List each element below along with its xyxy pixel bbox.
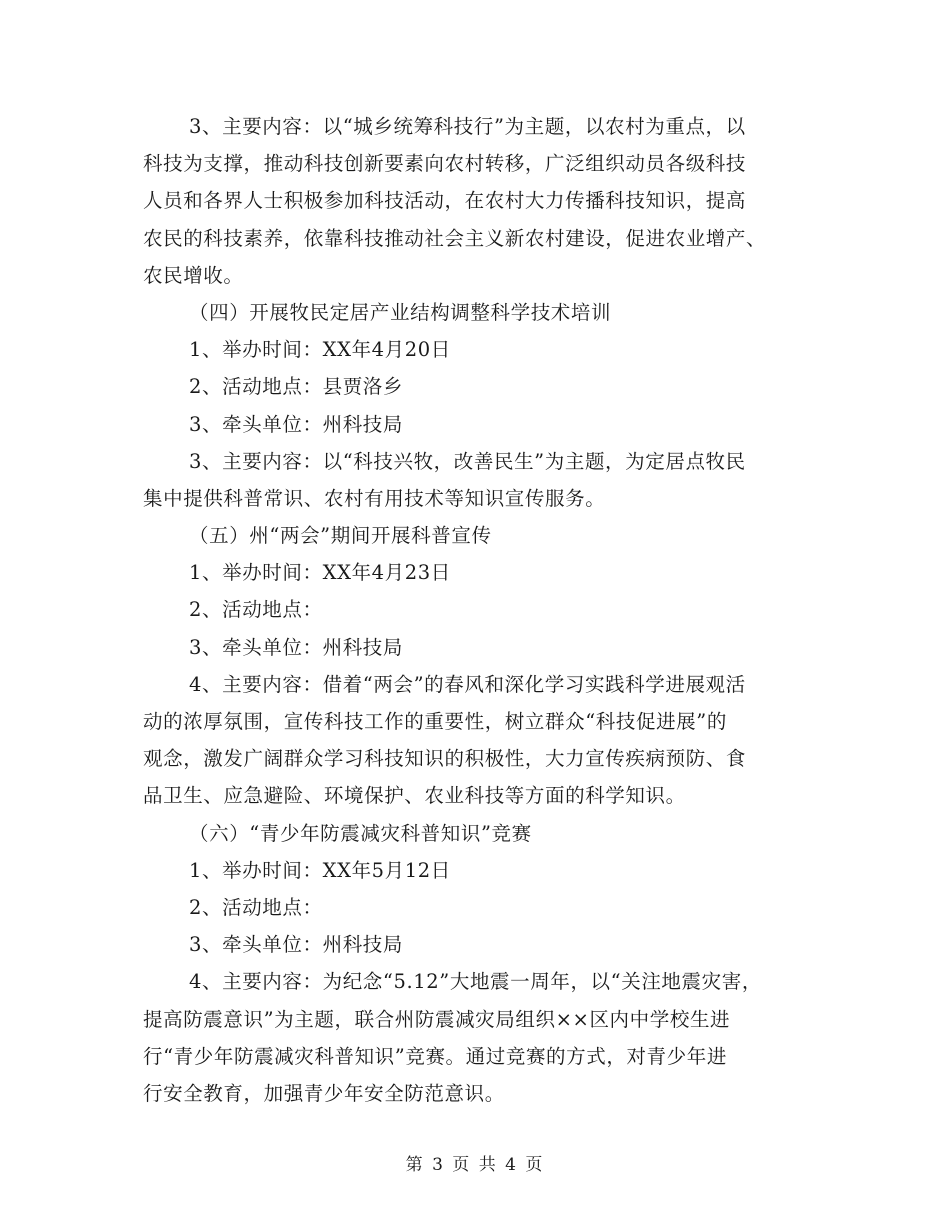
text-line: 品卫生、应急避险、环境保护、农业科技等方面的科学知识。 <box>143 784 686 808</box>
text-line: 3、主要内容：以“城乡统筹科技行”为主题，以农村为重点，以 <box>189 115 746 138</box>
text-line: 农民的科技素养，依靠科技推动社会主义新农村建设，促进农业增产、 <box>143 226 767 250</box>
page-number-footer: 第 3 页 共 4 页 <box>405 1155 545 1175</box>
text-line: 1、举办时间：XX年4月20日 <box>189 338 451 362</box>
document-body <box>143 108 808 1112</box>
text-line: 行“青少年防震减灾科普知识”竞赛。通过竞赛的方式，对青少年进 <box>143 1044 727 1068</box>
text-line: 3、主要内容：以“科技兴牧，改善民生”为主题，为定居点牧民 <box>189 449 746 473</box>
text-line: 动的浓厚氛围，宣传科技工作的重要性，树立群众“科技促进展”的 <box>143 710 727 733</box>
text-line: 集中提供科普常识、农村有用技术等知识宣传服务。 <box>143 486 606 510</box>
text-line: 1、举办时间：XX年4月23日 <box>189 561 451 585</box>
text-line: 提高防震意识”为主题，联合州防震减灾局组织××区内中学校生进 <box>143 1007 731 1031</box>
text-line: 3、牵头单位：州科技局 <box>189 635 404 659</box>
text-line: 农民增收。 <box>143 263 244 287</box>
section-heading: （六）“青少年防震减灾科普知识”竞赛 <box>189 821 532 845</box>
section-heading: （五）州“两会”期间开展科普宣传 <box>189 524 492 548</box>
text-line: 4、主要内容：为纪念“5.12”大地震一周年，以“关注地震灾害， <box>189 970 762 994</box>
section-heading: （四）开展牧民定居产业结构调整科学技术培训 <box>189 300 612 324</box>
text-line: 观念，激发广阔群众学习科技知识的积极性，大力宣传疾病预防、食 <box>143 747 747 771</box>
text-line: 1、举办时间：XX年5月12日 <box>189 858 451 882</box>
text-line: 人员和各界人士积极参加科技活动，在农村大力传播科技知识，提高 <box>143 189 747 213</box>
text-line: 3、牵头单位：州科技局 <box>189 412 404 436</box>
text-line: 2、活动地点： <box>189 895 323 919</box>
text-line: 4、主要内容：借着“两会”的春风和深化学习实践科学进展观活 <box>189 672 746 696</box>
text-line: 3、牵头单位：州科技局 <box>189 933 404 957</box>
text-line: 2、活动地点： <box>189 598 323 622</box>
text-line: 2、活动地点：县贾洛乡 <box>189 375 404 399</box>
text-line: 行安全教育，加强青少年安全防范意识。 <box>143 1081 505 1105</box>
text-line: 科技为支撑，推动科技创新要素向农村转移，广泛组织动员各级科技 <box>143 152 747 176</box>
